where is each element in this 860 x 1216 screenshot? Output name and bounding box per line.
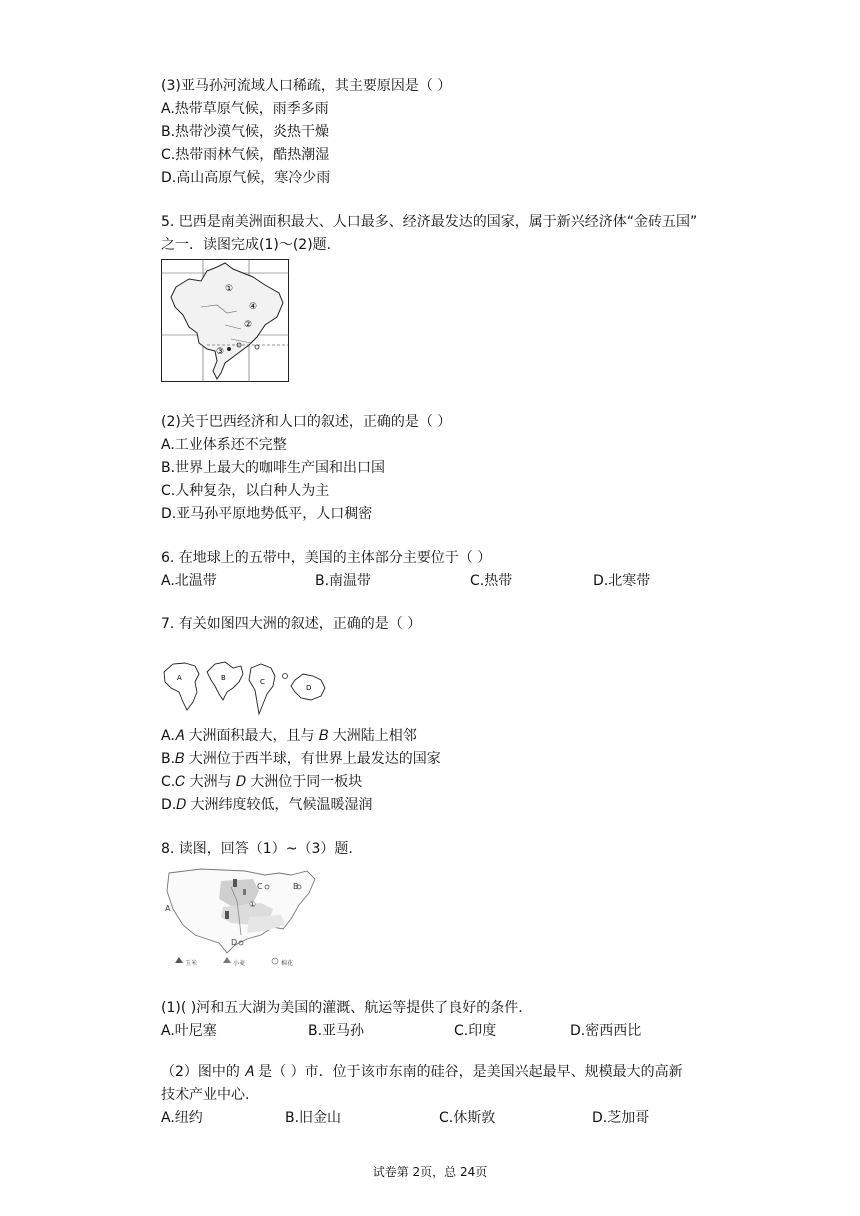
brazil-label-3: ③ bbox=[216, 347, 225, 357]
brazil-label-1: ① bbox=[225, 284, 234, 294]
q5-2-option-c: C.人种复杂，以白种人为主 bbox=[161, 483, 330, 499]
legend-wheat: 小麦 bbox=[233, 960, 246, 967]
usa-label-b: B bbox=[293, 882, 299, 891]
q8-1-option-d: D.密西西比 bbox=[570, 1023, 642, 1039]
q8-2-option-a: A.纽约 bbox=[161, 1110, 203, 1126]
brazil-label-4: ④ bbox=[249, 302, 258, 312]
continent-label-a: A bbox=[177, 674, 182, 682]
q4-3-option-b: B.热带沙漠气候，炎热干燥 bbox=[161, 124, 330, 140]
q6-option-b: B.南温带 bbox=[315, 573, 372, 589]
q8-2-option-c: C.休斯敦 bbox=[439, 1110, 496, 1126]
q8-1-option-b: B.亚马孙 bbox=[308, 1023, 365, 1039]
legend-corn: 玉米 bbox=[185, 960, 198, 967]
q8-2-stem-line2: 技术产业中心. bbox=[161, 1087, 250, 1103]
q7-option-b: B.𝐵 大洲位于西半球，有世界上最发达的国家 bbox=[161, 751, 441, 767]
page-footer: 试卷第 2页，总 24页 bbox=[372, 1165, 488, 1179]
q7-option-c: C.𝐶 大洲与 𝐷 大洲位于同一板块 bbox=[161, 774, 363, 790]
q8-2-option-d: D.芝加哥 bbox=[592, 1110, 650, 1126]
q8-2-options bbox=[161, 1108, 761, 1128]
brazil-label-2: ② bbox=[244, 320, 253, 330]
usa-label-c: C bbox=[257, 882, 263, 891]
continent-label-c: C bbox=[260, 678, 265, 686]
continent-label-d: D bbox=[306, 684, 312, 692]
continent-label-b: B bbox=[221, 674, 226, 682]
q5-2-option-a: A.工业体系还不完整 bbox=[161, 437, 287, 453]
corn-icon bbox=[175, 957, 183, 963]
q8-2-stem-line1: （2）图中的 𝐴 是（ ）市．位于该市东南的硅谷，是美国兴起最早、规模最大的高新 bbox=[161, 1064, 683, 1080]
q5-stem-line1: 5. 巴西是南美洲面积最大、人口最多、经济最发达的国家，属于新兴经济体“金砖五国” bbox=[161, 214, 698, 230]
q8-1-option-a: A.叶尼塞 bbox=[161, 1023, 217, 1039]
usa-label-1: ① bbox=[249, 900, 257, 909]
q4-3-stem: (3)亚马孙河流域人口稀疏，其主要原因是（ ） bbox=[161, 78, 452, 94]
q5-2-option-b: B.世界上最大的咖啡生产国和出口国 bbox=[161, 460, 386, 476]
q5-stem-line2: 之一．读图完成(1)～(2)题. bbox=[161, 237, 332, 253]
q8-1-options bbox=[161, 1021, 761, 1041]
brazil-map-figure bbox=[161, 259, 290, 383]
q8-stem: 8. 读图，回答（1）~（3）题. bbox=[161, 841, 353, 857]
usa-label-a: A bbox=[165, 904, 171, 913]
usa-label-d: D bbox=[231, 938, 238, 947]
q7-option-d: D.𝐷 大洲纬度较低，气候温暖湿润 bbox=[161, 797, 373, 813]
q4-3-option-c: C.热带雨林气候，酷热潮湿 bbox=[161, 147, 330, 163]
q6-option-c: C.热带 bbox=[470, 573, 513, 589]
q5-2-option-d: D.亚马孙平原地势低平，人口稠密 bbox=[161, 506, 373, 522]
wheat-icon bbox=[223, 957, 231, 963]
q6-stem: 6. 在地球上的五带中，美国的主体部分主要位于（ ） bbox=[161, 550, 492, 566]
q8-2-option-b: B.旧金山 bbox=[285, 1110, 342, 1126]
usa-agriculture-map-figure bbox=[161, 859, 319, 975]
legend-cotton: 棉花 bbox=[281, 960, 294, 967]
q7-option-a: A.𝐴 大洲面积最大，且与 𝐵 大洲陆上相邻 bbox=[161, 728, 417, 744]
q8-1-option-c: C.印度 bbox=[454, 1023, 497, 1039]
q6-option-a: A.北温带 bbox=[161, 573, 217, 589]
q6-option-d: D.北寒带 bbox=[593, 573, 651, 589]
usa-map-legend bbox=[175, 957, 293, 967]
cotton-icon bbox=[272, 958, 278, 964]
q4-3-option-d: D.高山高原气候，寒冷少雨 bbox=[161, 170, 331, 186]
four-continents-figure bbox=[161, 658, 333, 718]
q5-2-stem: (2)关于巴西经济和人口的叙述，正确的是（ ） bbox=[161, 414, 452, 430]
q4-3-option-a: A.热带草原气候，雨季多雨 bbox=[161, 101, 329, 117]
q7-stem: 7. 有关如图四大洲的叙述，正确的是（ ） bbox=[161, 616, 422, 632]
q8-1-stem: (1)( )河和五大湖为美国的灌溉、航运等提供了良好的条件. bbox=[161, 1000, 523, 1016]
q6-options bbox=[161, 571, 761, 591]
